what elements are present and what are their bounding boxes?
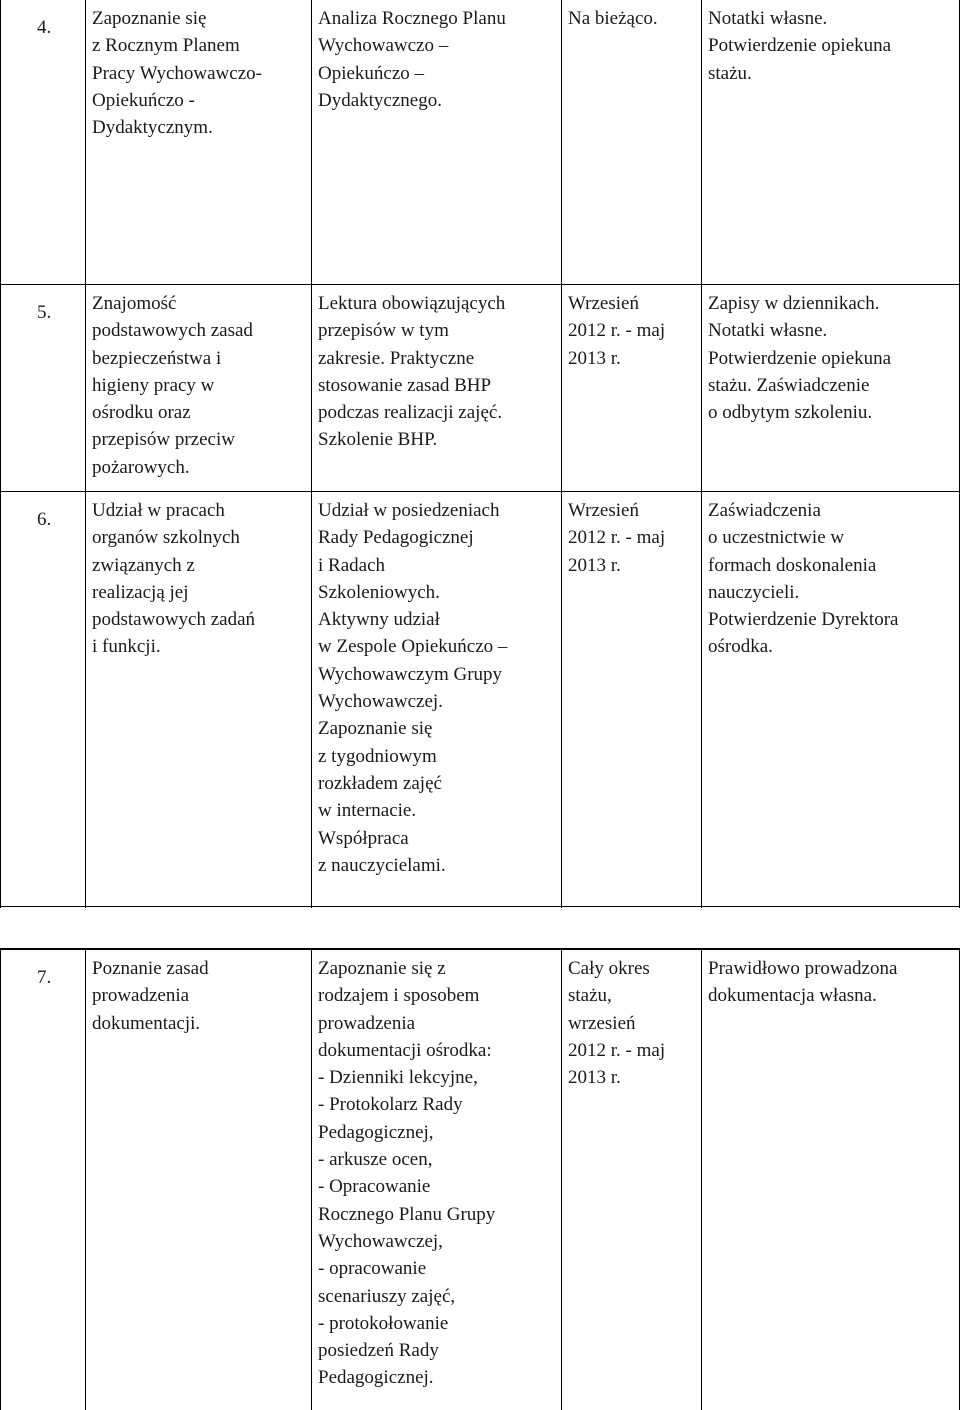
form-cell: Analiza Rocznego Planu Wychowawczo – Opiekuńczo – Dydaktycznego.: [312, 0, 562, 284]
evidence-cell: Notatki własne. Potwierdzenie opiekuna stażu.: [702, 0, 960, 284]
table-row: [1, 950, 960, 1410]
evidence-cell: Zapisy w dziennikach. Notatki własne. Potwierdzenie opiekuna stażu. Zaświadczenie o odbytym szkoleniu.: [702, 285, 960, 491]
task-cell: Udział w pracach organów szkolnych związanych z realizacją jej podstawowych zadań i funkcji.: [86, 492, 312, 908]
form-cell: Udział w posiedzeniach Rady Pedagogicznej i Radach Szkoleniowych. Aktywny udział w Zespole Opiekuńczo – Wychowawczym Grupy Wychowawczej. Zapoznanie się z tygodniowym rozkładem zajęć w internacie. Współpraca z nauczycielami.: [312, 492, 562, 908]
form-cell: Zapoznanie się z rodzajem i sposobem prowadzenia dokumentacji ośrodka: - Dzienniki lekcyjne, - Protokolarz Rady Pedagogicznej, - arkusze ocen, - Opracowanie Rocznego Planu Grupy Wychowawczej, - opracowanie scenariuszy zajęć, - protokołowanie posiedzeń Rady Pedagogicznej.: [312, 950, 562, 1410]
evidence-cell: Prawidłowo prowadzona dokumentacja własna.: [702, 950, 960, 1410]
evidence-cell: Zaświadczenia o uczestnictwie w formach doskonalenia nauczycieli. Potwierdzenie Dyrektora ośrodka.: [702, 492, 960, 908]
row-number: 6.: [1, 492, 86, 908]
row-number: 5.: [1, 285, 86, 491]
table-row: [1, 0, 960, 284]
row-number: 7.: [1, 950, 86, 1410]
term-cell: Cały okres stażu, wrzesień 2012 r. - maj 2013 r.: [562, 950, 702, 1410]
task-cell: Znajomość podstawowych zasad bezpieczeństwa i higieny pracy w ośrodku oraz przepisów przeciw pożarowych.: [86, 285, 312, 491]
table-bottom-border: [0, 906, 960, 907]
table-row: [1, 491, 960, 908]
row-number: 4.: [1, 0, 86, 284]
term-cell: Na bieżąco.: [562, 0, 702, 284]
task-cell: Poznanie zasad prowadzenia dokumentacji.: [86, 950, 312, 1410]
table-row: [1, 284, 960, 491]
form-cell: Lektura obowiązujących przepisów w tym zakresie. Praktyczne stosowanie zasad BHP podczas realizacji zajęć. Szkolenie BHP.: [312, 285, 562, 491]
plan-table-bottom: [0, 950, 960, 1410]
term-cell: Wrzesień 2012 r. - maj 2013 r.: [562, 285, 702, 491]
task-cell: Zapoznanie się z Rocznym Planem Pracy Wychowawczo- Opiekuńczo - Dydaktycznym.: [86, 0, 312, 284]
term-cell: Wrzesień 2012 r. - maj 2013 r.: [562, 492, 702, 908]
